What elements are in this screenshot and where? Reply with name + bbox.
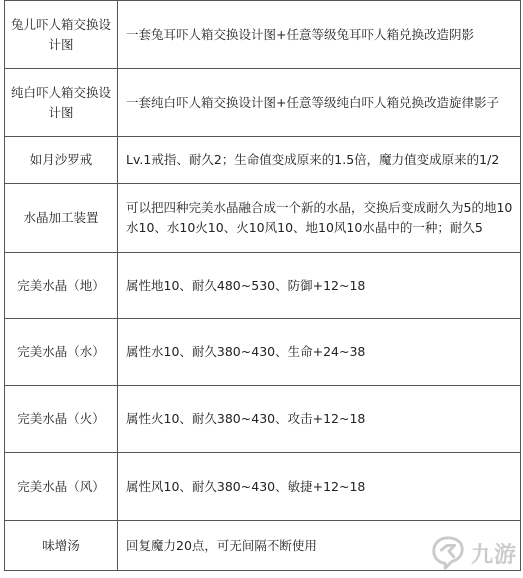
item-desc-cell: 属性火10、耐久380~430、攻击+12~18 <box>118 386 521 453</box>
item-desc-cell: 回复魔力20点，可无间隔不断使用 <box>118 521 521 571</box>
item-desc-cell: 属性水10、耐久380~430、生命+24~38 <box>118 319 521 386</box>
item-name-cell: 如月沙罗戒 <box>5 137 118 184</box>
items-table <box>4 0 521 571</box>
item-name-cell: 纯白吓人箱交换设计图 <box>5 69 118 137</box>
item-desc-cell: Lv.1戒指、耐久2；生命值变成原来的1.5倍，魔力值变成原来的1/2 <box>118 137 521 184</box>
item-name-cell: 味增汤 <box>5 521 118 571</box>
table-row <box>5 253 521 319</box>
item-name-cell: 完美水晶（地） <box>5 253 118 319</box>
item-name-cell: 完美水晶（风） <box>5 453 118 521</box>
table-row <box>5 453 521 521</box>
jiuyou-logo-icon <box>429 534 467 572</box>
item-desc-cell: 一套兔耳吓人箱交换设计图+任意等级兔耳吓人箱兑换改造阴影 <box>118 1 521 69</box>
table-row <box>5 69 521 137</box>
item-desc-cell: 一套纯白吓人箱交换设计图+任意等级纯白吓人箱兑换改造旋律影子 <box>118 69 521 137</box>
watermark-text: 九游 <box>470 542 517 568</box>
table-row <box>5 319 521 386</box>
item-desc-cell: 属性风10、耐久380~430、敏捷+12~18 <box>118 453 521 521</box>
item-desc-cell: 可以把四种完美水晶融合成一个新的水晶，交换后变成耐久为5的地10水10、水10火10、火10风10、地10风10水晶中的一种；耐久5 <box>118 184 521 253</box>
table-row <box>5 184 521 253</box>
watermark <box>429 534 517 572</box>
item-name-cell: 水晶加工装置 <box>5 184 118 253</box>
item-desc-cell: 属性地10、耐久480~530、防御+12~18 <box>118 253 521 319</box>
item-name-cell: 完美水晶（水） <box>5 319 118 386</box>
table-row <box>5 1 521 69</box>
item-name-cell: 兔儿吓人箱交换设计图 <box>5 1 118 69</box>
item-name-cell: 完美水晶（火） <box>5 386 118 453</box>
table-row <box>5 386 521 453</box>
table-row <box>5 137 521 184</box>
